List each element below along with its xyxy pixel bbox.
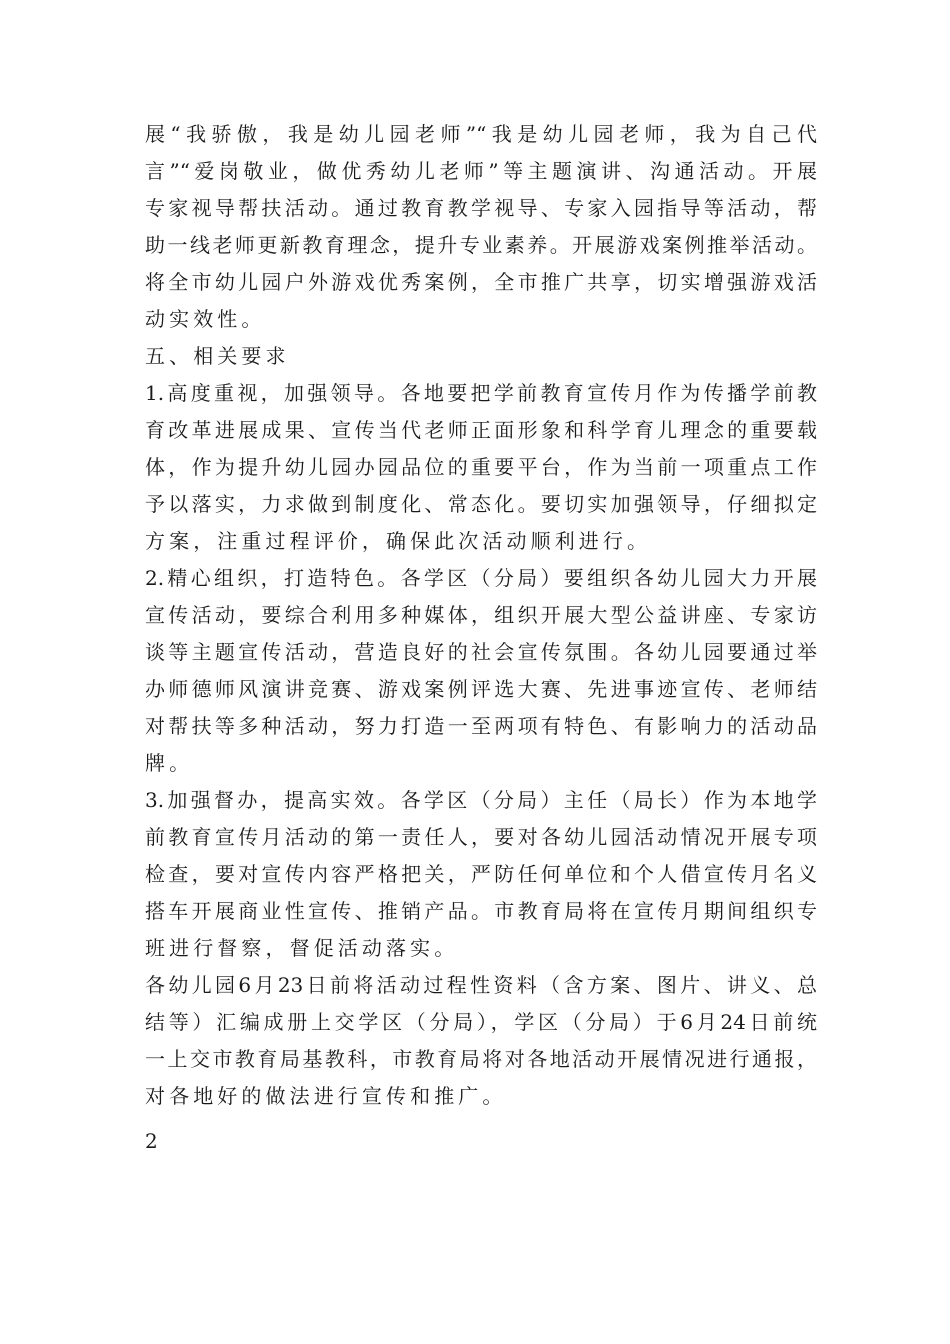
text-line: 将全市幼儿园户外游戏优秀案例，全市推广共享，切实增强游戏活 (145, 270, 817, 294)
text-line: 谈等主题宣传活动，营造良好的社会宣传氛围。各幼儿园要通过举 (145, 640, 817, 664)
text-line: 方案，注重过程评价，确保此次活动顺利进行。 (145, 529, 652, 553)
text-line: 2.精心组织，打造特色。各学区（分局）要组织各幼儿园大力开展 (145, 566, 817, 590)
text-line: 助一线老师更新教育理念，提升专业素养。开展游戏案例推举活动。 (145, 233, 817, 257)
text-line: 予以落实，力求做到制度化、常态化。要切实加强领导，仔细拟定 (145, 492, 817, 516)
text-line: 检查，要对宣传内容严格把关，严防任何单位和个人借宣传月名义 (145, 862, 817, 886)
text-line: 前教育宣传月活动的第一责任人，要对各幼儿园活动情况开展专项 (145, 825, 817, 849)
text-line: 展“我骄傲，我是幼儿园老师”“我是幼儿园老师，我为自己代 (145, 122, 817, 146)
text-line: 专家视导帮扶活动。通过教育教学视导、专家入园指导等活动，帮 (145, 196, 817, 220)
text-line: 对帮扶等多种活动，努力打造一至两项有特色、有影响力的活动品 (145, 714, 817, 738)
text-line: 育改革进展成果、宣传当代老师正面形象和科学育儿理念的重要载 (145, 418, 817, 442)
text-line: 牌。 (145, 751, 194, 775)
text-line: 1.高度重视，加强领导。各地要把学前教育宣传月作为传播学前教 (145, 381, 817, 405)
text-line: 言”“爱岗敬业，做优秀幼儿老师”等主题演讲、沟通活动。开展 (145, 159, 817, 183)
text-line: 结等）汇编成册上交学区（分局），学区（分局）于6月24日前统 (145, 1010, 817, 1034)
text-line: 对各地好的做法进行宣传和推广。 (145, 1084, 507, 1108)
text-line: 各幼儿园6月23日前将活动过程性资料（含方案、图片、讲义、总 (145, 973, 817, 997)
text-line: 体，作为提升幼儿园办园品位的重要平台，作为当前一项重点工作 (145, 455, 817, 479)
text-line: 宣传活动，要综合利用多种媒体，组织开展大型公益讲座、专家访 (145, 603, 817, 627)
section-heading: 五、相关要求 (145, 344, 290, 368)
text-line: 3.加强督办，提高实效。各学区（分局）主任（局长）作为本地学 (145, 788, 817, 812)
text-line: 一上交市教育局基教科，市教育局将对各地活动开展情况进行通报， (145, 1047, 817, 1071)
text-line: 班进行督察，督促活动落实。 (145, 936, 459, 960)
text-line: 办师德师风演讲竞赛、游戏案例评选大赛、先进事迹宣传、老师结 (145, 677, 817, 701)
text-line: 动实效性。 (145, 307, 266, 331)
page-number: 2 (145, 1129, 158, 1153)
document-body (145, 116, 817, 1115)
text-line: 搭车开展商业性宣传、推销产品。市教育局将在宣传月期间组织专 (145, 899, 817, 923)
